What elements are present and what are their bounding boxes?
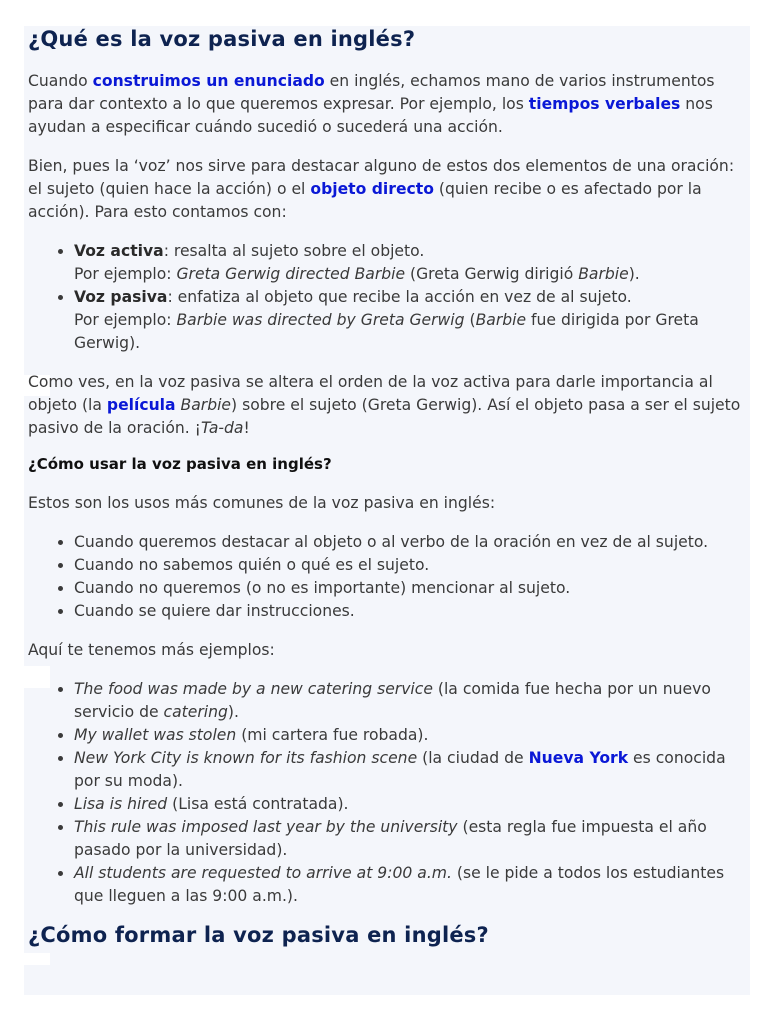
voz-paragraph xyxy=(28,155,750,224)
text: ). xyxy=(628,265,640,283)
text: nos ayudan a especificar cuándo sucedió o sucederá una acción. xyxy=(28,95,713,136)
italic-text: Barbie xyxy=(180,396,232,414)
list-item xyxy=(74,793,750,816)
text: (la comida fue hecha por un nuevo servicio de xyxy=(74,680,711,721)
italic-text: Barbie xyxy=(475,311,527,329)
ejemplos-intro: Aquí te tenemos más ejemplos: xyxy=(28,641,275,659)
text: Por ejemplo: xyxy=(74,311,177,329)
text: (Greta Gerwig dirigió xyxy=(405,265,579,283)
italic-text: catering xyxy=(163,703,228,721)
text: (mi cartera fue robada). xyxy=(236,726,429,744)
text: : resalta al sujeto sobre el objeto. xyxy=(163,242,425,260)
voices-list xyxy=(28,240,750,355)
example-en: The food was made by a new catering service xyxy=(74,680,433,698)
list-item-voz-pasiva xyxy=(74,286,750,355)
list-item: • Cuando se quiere dar instrucciones. xyxy=(74,600,750,623)
text: fue dirigida por Greta Gerwig). xyxy=(74,311,699,352)
example-en: New York City is known for its fashion scene xyxy=(74,749,418,767)
section-heading-como-formar: ¿Cómo formar la voz pasiva en inglés? xyxy=(28,923,489,947)
list-item xyxy=(74,862,750,908)
example-en: This rule was imposed last year by the university xyxy=(74,818,458,836)
text: (esta regla fue impuesta el año pasado por la universidad). xyxy=(74,818,707,859)
link-objeto-directo[interactable]: objeto directo xyxy=(310,180,434,198)
italic-text: Barbie xyxy=(578,265,629,283)
text: en inglés, echamos mano de varios instrumentos para dar contexto a lo que queremos expresar. Por ejemplo, los xyxy=(28,72,715,113)
example-en: My wallet was stolen xyxy=(74,726,237,744)
link-construimos-enunciado[interactable]: construimos un enunciado xyxy=(92,72,325,90)
text: ). xyxy=(227,703,239,721)
list-item: • Cuando no queremos (o no es importante) mencionar al sujeto. xyxy=(74,577,750,600)
list-item xyxy=(74,724,750,747)
article-content xyxy=(28,24,750,950)
text: (Lisa está contratada). xyxy=(167,795,349,813)
text: es conocida por su moda). xyxy=(74,749,726,790)
term: Voz activa xyxy=(74,242,164,260)
term: Voz pasiva xyxy=(74,288,168,306)
usos-paragraph: Estos son los usos más comunes de la voz pasiva en inglés: xyxy=(28,494,496,512)
text: Como ves, en la voz pasiva se altera el orden de la voz activa para darle importancia al objeto (la xyxy=(28,373,713,414)
como-ves-paragraph xyxy=(28,371,750,440)
link-nueva-york[interactable]: Nueva York xyxy=(528,749,629,767)
example-en: Lisa is hired xyxy=(74,795,168,813)
intro-paragraph xyxy=(28,70,750,139)
text: Cuando xyxy=(28,72,93,90)
text: : enfatiza al objeto que recibe la acción en vez de al sujeto. xyxy=(167,288,632,306)
list-item-voz-activa xyxy=(74,240,750,286)
text: Bien, pues la ‘voz’ nos sirve para destacar alguno de estos dos elementos de una oración: el sujeto (quien hace la acción) o el xyxy=(28,157,735,198)
text: ) sobre el sujeto (Greta Gerwig). Así el objeto pasa a ser el sujeto pasivo de la oración. ¡ xyxy=(28,396,741,437)
text: (se le pide a todos los estudiantes que lleguen a las 9:00 a.m.). xyxy=(74,864,725,905)
examples-list xyxy=(28,678,750,908)
subheading-como-usar: ¿Cómo usar la voz pasiva en inglés? xyxy=(28,455,332,473)
list-item: • Cuando queremos destacar al objeto o al verbo de la oración en vez de al sujeto. xyxy=(74,531,750,554)
text: ! xyxy=(243,419,250,437)
example-en: Barbie was directed by Greta Gerwig xyxy=(176,311,465,329)
section-heading-que-es: ¿Qué es la voz pasiva en inglés? xyxy=(28,27,416,51)
italic-text: Ta-da xyxy=(200,419,244,437)
list-item xyxy=(74,678,750,724)
uses-list xyxy=(28,531,750,623)
text: Por ejemplo: xyxy=(74,265,177,283)
example-en: Greta Gerwig directed Barbie xyxy=(176,265,406,283)
list-item xyxy=(74,816,750,862)
example-en: All students are requested to arrive at 9:00 a.m. xyxy=(74,864,452,882)
text: (la ciudad de xyxy=(417,749,529,767)
text: ( xyxy=(464,311,476,329)
list-item: • Cuando no sabemos quién o qué es el sujeto. xyxy=(74,554,750,577)
link-tiempos-verbales[interactable]: tiempos verbales xyxy=(528,95,681,113)
text: (quien recibe o es afectado por la acción). Para esto contamos con: xyxy=(28,180,702,221)
list-item xyxy=(74,747,750,793)
panel-gutter xyxy=(24,953,50,965)
link-pelicula[interactable]: película xyxy=(106,396,176,414)
